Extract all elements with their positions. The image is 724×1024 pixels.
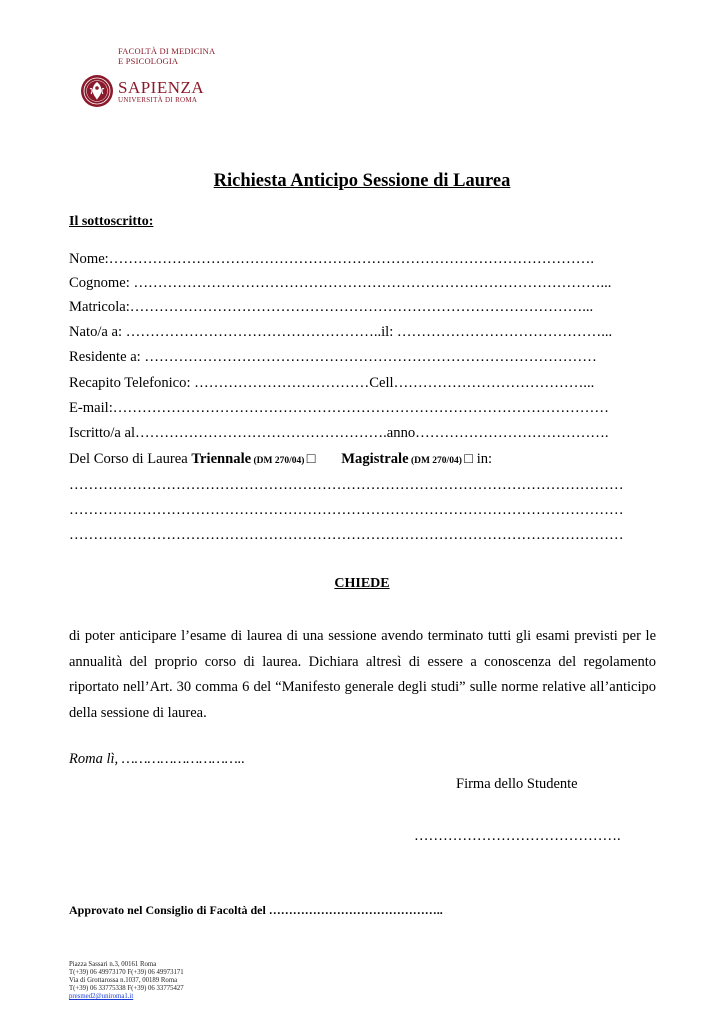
footer-line-3: Via di Grottarossa n.1037, 00189 Roma [69, 977, 178, 984]
footer-line-1: Piazza Sassari n.3, 00161 Roma [69, 961, 157, 968]
signature-line[interactable]: ……………………………………. [414, 828, 621, 844]
faculty-line-1: FACOLTÀ DI MEDICINA [118, 46, 216, 56]
signature-label: Firma dello Studente [456, 776, 578, 792]
field-email[interactable]: E-mail:………………………………………………………………………………………… [69, 400, 609, 416]
request-paragraph [69, 624, 656, 726]
field-matricola[interactable]: Matricola:…………………………………………………………………………………... [69, 299, 594, 315]
triennale-checkbox[interactable]: □ [306, 451, 316, 467]
blank-line-2[interactable]: …………………………………………………………………………………………………… [69, 502, 624, 518]
footer-line-2: T(+39) 06 49973170 F(+39) 06 49973171 [69, 969, 184, 976]
sapienza-seal-logo [80, 74, 114, 108]
field-recapito[interactable]: Recapito Telefonico: ………………………………Cell…………………………………... [69, 375, 595, 391]
place-date[interactable]: Roma lì, ……………………….. [69, 751, 246, 767]
field-iscritto[interactable]: Iscritto/a al…………………………………………….anno…………………………………. [69, 425, 609, 441]
blank-line-1[interactable]: …………………………………………………………………………………………………… [69, 477, 624, 493]
paragraph-line: di poter anticipare l’esame di laurea di una sessione avendo terminato tutti gli esami previsti per le [69, 628, 656, 644]
chiede-heading: CHIEDE [334, 576, 390, 591]
magistrale-label: Magistrale [341, 451, 409, 467]
paragraph-line: della sessione di laurea. [69, 704, 207, 721]
footer-email-link[interactable]: presmed2@uniroma1.it [69, 993, 134, 1000]
blank-line-3[interactable]: …………………………………………………………………………………………………… [69, 527, 624, 543]
field-nome[interactable]: Nome:………………………………………………………………………………………. [69, 251, 594, 267]
paragraph-line: annualità del proprio corso di laurea. Dichiara altresì di essere a conoscenza del regolamento [69, 653, 656, 670]
magistrale-checkbox[interactable]: □ [464, 451, 474, 467]
paragraph-line: riportato nell’Art. 30 comma 6 del “Manifesto generale degli studi” sulle norme relative all’anticipo [69, 679, 656, 696]
field-nato-a[interactable]: Nato/a a: ……………………………………………..il: ……………………………………... [69, 324, 613, 340]
footer-line-4: T(+39) 06 33775338 F(+39) 06 33775427 [69, 985, 184, 992]
brand-subtitle: UNIVERSITÀ DI ROMA [118, 96, 198, 104]
faculty-name [118, 46, 215, 66]
subheading: Il sottoscritto: [69, 214, 154, 229]
corso-prefix: Del Corso di Laurea [69, 451, 192, 467]
triennale-dm: (DM 270/04) [251, 456, 307, 466]
field-residente[interactable]: Residente a: ………………………………………………………………………………… [69, 349, 597, 365]
corso-suffix: in: [473, 451, 493, 467]
magistrale-dm: (DM 270/04) [408, 456, 465, 466]
field-corso [69, 450, 492, 470]
field-cognome[interactable]: Cognome: ……………………………………………………………………………………... [69, 275, 612, 291]
document-title: Richiesta Anticipo Sessione di Laurea [213, 171, 511, 191]
approval-line: Approvato nel Consiglio di Facoltà del …………………………………….. [69, 903, 443, 917]
brand-name: SAPIENZA [118, 78, 205, 97]
footer-address [69, 961, 184, 1001]
triennale-label: Triennale [191, 451, 252, 467]
faculty-line-2: E PSICOLOGIA [118, 56, 179, 66]
